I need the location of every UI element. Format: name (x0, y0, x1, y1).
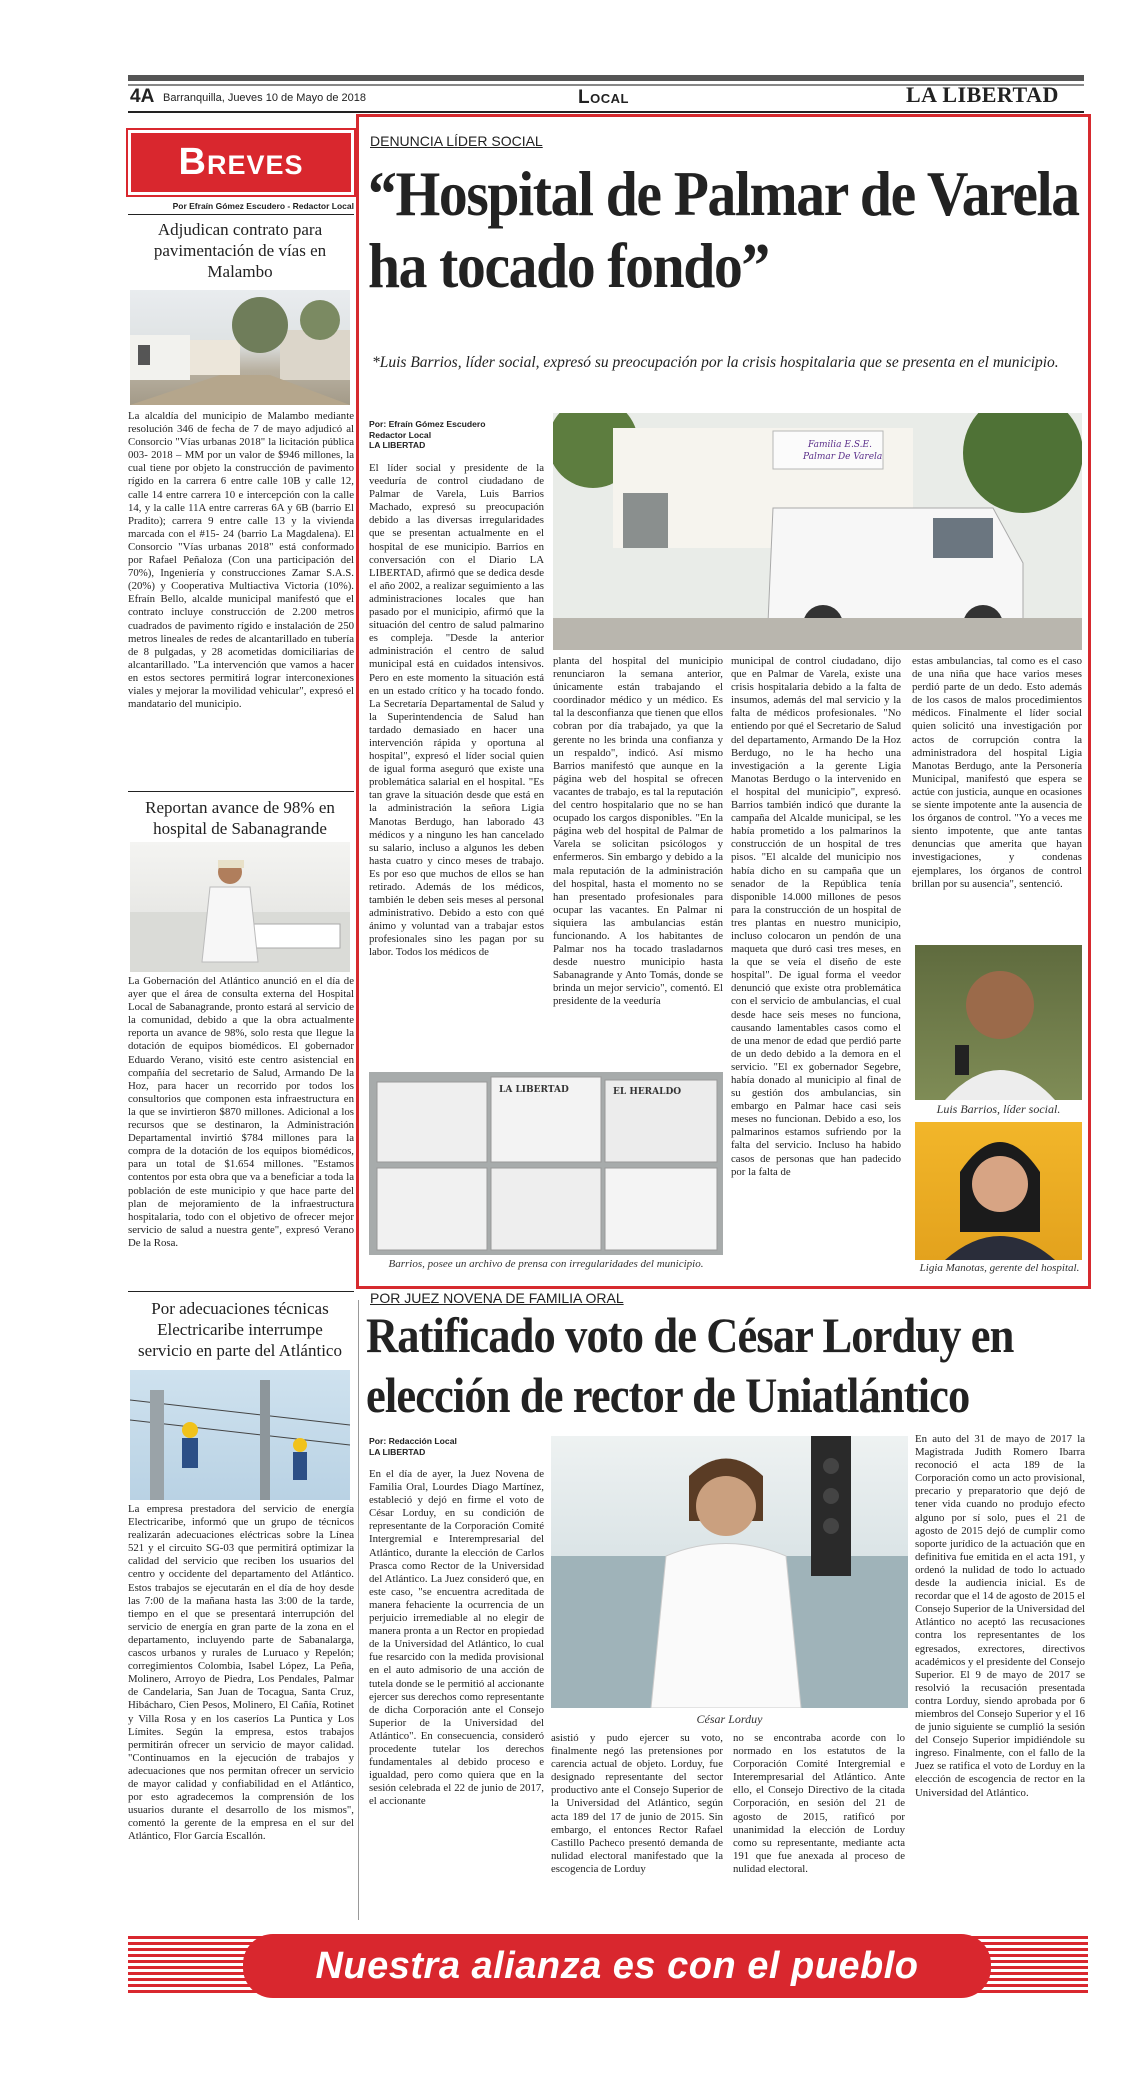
brief2-headline: Reportan avance de 98% en hospital de Sabanagrande (145, 798, 335, 838)
paper-masthead-2: EL HERALDO (613, 1087, 682, 1097)
page-number: 4A (130, 86, 155, 107)
brief-divider-1 (128, 791, 354, 792)
top-rule (128, 75, 1084, 81)
electricaribe-workers-photo (130, 1370, 350, 1500)
lorduy-caption: César Lorduy (696, 1712, 763, 1726)
newspaper-stack-graphic (369, 1072, 723, 1255)
brief2-text: La Gobernación del Atlántico anunció en el día de ayer que el área de consulta externa del Hospital Local de Sabanagrande, pronto estará al servicio de la comunidad, debido a que la obra actualmente reporta un avance de 98%, solo resta que llegue la dotación de equipos biomédicos. El gobernador Eduardo Verano, visitó este centro asistencial en compañía del secretario de Salud, Armando De la Hoz, para hacer un recorrido por todos los consultorios que componen esta infraestructura en la que se invirtieron $870 millones. Adicional a los recursos que se destinaron, la Administración Departamental invirtió $784 millones para la compra de la dotación de los equipos biomédicos, para un total de $1.654 millones. "Estamos contentos por esta obra que va a beneficiar a toda la población de este municipio y que hace parte del plan de mejoramiento de la infraestructura hospitalaria, todo con el objetivo de ofrecer mejor servicio de salud a nuestra gente", expresó Verano De la Rosa. (128, 975, 354, 1249)
section-name: Local (578, 87, 629, 108)
ligia-manotas-photo (915, 1122, 1082, 1260)
sign-line-1: Familia E.S.E. (808, 440, 872, 450)
main-deck: *Luis Barrios, líder social, expresó su preocupación por la crisis hospitalaria que se presenta en el municipio. (372, 354, 1059, 371)
breves-rule (128, 214, 354, 215)
second-byline-paper: LA LIBERTAD (369, 1446, 426, 1457)
second-col-2: asistió y pudo ejercer su voto, finalmente negó las pretensiones por carencia actual de objeto. Lorduy, fue designado representante del sector productivo ante el Consejo Superior de la Universidad del Atlántico, según acta 189 del 17 de junio de 2015. Sin embargo, el entonces Rector Rafael Castillo Pacheco presentó demanda de nulidad electoral manifestado que la escogencia de Lorduy (551, 1732, 723, 1875)
sabanagrande-hospital-photo (130, 842, 350, 972)
newspaper-archive-photo (369, 1072, 723, 1255)
header-bottom-rule (128, 111, 1084, 113)
power-line-work-graphic (130, 1370, 350, 1500)
manotas-portrait-graphic (915, 1122, 1082, 1260)
masthead: LA LIBERTAD (906, 82, 1059, 107)
main-byline-paper: LA LIBERTAD (369, 440, 426, 450)
malambo-street-photo (130, 290, 350, 405)
barrios-caption: Luis Barrios, líder social. (936, 1102, 1061, 1116)
brief1-headline: Adjudican contrato para pavimentación de vías en Malambo (153, 220, 327, 281)
brief1-text: La alcaldía del municipio de Malambo mediante resolución 346 de fecha de 7 de mayo adjudicó al Consorcio "Vías urbanas 2018" la licitación pública 003- 2018 – MM por un valor de $946 millones, la cual tiene por objeto la construcción de pavimento rígido en la carrera 6 entre calle 10B y calle 12, calle 14 entre carrera 10 e intercepción con la calle 14, y la calle 11A entre carreras 6A y 6B (barrio El Pradito); carrera 9 entre calle 13 y la vivienda marcada con el #15- 24 (barrio La Magdalena). El Consorcio "Vías urbanas 2018" está conformado por Rafael Peñaloza (Con una participación del 70%), Ingeniería y construcciones Zamar S.A.S. (20%) y Cooperativa Multiactiva Victoria (10%). Efraín Bello, alcalde municipal manifestó que el contrato incluye construcción de 2.200 metros cuadrados de pavimento rígido e instalación de 250 metros lineales de redes de alcantarillado en tubería de 8 pulgadas, y 28 acometidas domiciliarias de alcantarillado. "La intervención que vamos a hacer en estos sectores permitirá lograr interconexiones viales y mejorar la movilidad vehicular", expresó el mandatario del municipio. (128, 410, 354, 711)
brief-divider-2 (128, 1291, 354, 1292)
second-col-4: En auto del 31 de mayo de 2017 la Magistrada Judith Romero Ibarra reconoció el acta 189 de la Corporación como un acto provisional, precario y preparatorio que dejó de tener vida cuando no produjo efecto alguno por sí solo, pues el 21 de agosto de 2015 dejó de cumplir como soporte jurídico de la actuación que en definitiva fue emitida en el acta 191, y ordenó la nulidad de todo lo actuado desde la audiencia inicial. Es de recordar que el 14 de agosto de 2015 el Consejo Superior de la Universidad del Atlántico no aceptó las recusaciones contra los representantes de los egresados, exrectores, directivos académicos y el presidente del Consejo Superior. El 9 de mayo de 2017 se resolvió la recusación presentada contra Lorduy, siendo aprobada por 6 miembros del Consejo Superior y el 16 de junio siguiente se cumplió la sesión del Consejo Superior impidiéndole su ingreso. Finalmente, con el fallo de la Juez se ratifica el voto de Lorduy en la elección de escogencia de rector en la Universidad del Atlántico. (915, 1433, 1085, 1799)
breves-byline: Por Efraín Gómez Escudero - Redactor Local (172, 201, 354, 211)
second-col-3: no se encontraba acorde con lo normado en los estatutos de la Corporación Comité Intergremial e Interempresarial del Atlántico. Ante ello, el Consejo Directivo de la citada Corporación, en sesión del 21 de agosto de 2015, ratificó por unanimidad la elección de Lorduy como su representante, mediante acta 191 que fue anexada al proceso de nulidad electoral. (733, 1732, 905, 1875)
column-rule-left (358, 1300, 359, 1920)
brief3-text: La empresa prestadora del servicio de energía Electricaribe, informó que un grupo de técnicos realizarán adecuaciones eléctricas sobre la Línea 521 y el circuito SG-03 que permitirá optimizar la calidad del servicio que reciben los usuarios del centro y occidente del departamento del Atlántico. Estos trabajos se ejecutarán en el día de hoy desde las 7:00 de la mañana hasta las 3:00 de la tarde, tiempo en el que se presentará interrupción del servicio de energía en gran parte de la zona en el departamento, incluyendo parte de Sabanalarga, cascos urbanos y rurales de Luruaco y Repelón; corregimientos Colombia, Isabel López, La Peña, Molinero, Arroyo de Piedra, Los Pendales, Palmar de Candelaria, San Juan de Tocagua, Santa Cruz, Hibácharo, Cien Pesos, Molinero, El Cañía, Rotinet y Villa Rosa y en los caseríos La Puntica y Los Límites. Según la empresa, estos trabajos permitirán ofrecer un servicio de mayor calidad. "Continuamos en la ejecución de trabajos y adecuaciones que nos permitan ofrecer un servicio de mayor calidad y confiabilidad en el Atlántico, por esto agradecemos la comprensión de los usuarios durante el desarrollo de los mismos", comentó la gerente de la empresa en el sur del Atlántico, Flor García Escallón. (128, 1503, 354, 1843)
main-kicker: DENUNCIA LÍDER SOCIAL (370, 133, 543, 149)
footer-banner (243, 1934, 991, 1998)
main-col-1: El líder social y presidente de la veeduría de control ciudadano de Palmar de Varela, Luis Barrios Machado, expresó su preocupación debido a las diversas irregularidades que se presentan actualmente en el hospital de ese municipio. Barrios en conversación con el Diario LA LIBERTAD, afirmó que se dedica desde el año 2002, a realizar seguimiento a las administraciones locales que han pasado por el municipio, afirmó que la situación del centro de salud palmarino es compleja. "Desde la anterior administración el centro de salud municipal está en cuidados intensivos. Pero en este momento la situación está en un estado crítico y ha tocado fondo. La Secretaría Departamental de Salud y la Superintendencia de Salud han tardado demasiado en hacer una intervención rápida y oportuna al hospital", expresó el líder social quien de igual forma aseguró que existe una problemática salarial en el hospital. "Es tan grave la situación desde que está en la administración la señora Ligia Manotas Berdugo, han laborado 43 médicos y a ninguno les han cancelado su salario, incluso a algunos les deben hasta cuatro y cinco meses de trabajo. Es por eso que muchos de ellos se han retirado. Además de los médicos, también le deben seis meses al personal administrativo. Debido a esto con qué ánimo y voluntad van a trabajar estos profesionales sino les pagan por su labor. Todos los médicos de (369, 462, 544, 959)
second-kicker: POR JUEZ NOVENA DE FAMILIA ORAL (370, 1290, 624, 1306)
luis-barrios-photo (915, 945, 1082, 1100)
cesar-lorduy-photo (551, 1436, 908, 1708)
second-byline-author: Por: Redacción Local (369, 1436, 457, 1446)
second-byline (369, 1436, 544, 1457)
main-col-2: planta del hospital del municipio renunciaron la semana anterior, únicamente están trabajando el coordinador médico y un médico. Es tal la desconfianza que tienen que ellos cobran por día trabajado, ya que la gerente no les brinda una confianza y un respaldo", indicó. Así mismo Barrios manifestó que aunque en la página web del hospital se ofrecen vacantes de trabajo, es tal la reputación del centro hospitalario que no se han ocupado los cargos disponibles. "En la página web del hospital de Palmar de Varela se solicitan psicólogos y enfermeros. Sin embargo y debido a la mala reputación de la administración del hospital, hasta el momento no se han presentado profesionales para ocupar las vacantes. En Palmar ni siquiera las ambulancias están funcionando. A los habitantes de Palmar nos ha tocado trasladarnos desde nuestro municipio hasta Sabanagrande y Anto Tomás, donde se brinda un mejor servicio", comentó. El presidente de la veeduría (553, 655, 723, 1008)
barrios-portrait-graphic (915, 945, 1082, 1100)
main-byline-author: Por: Efraín Gómez Escudero (369, 419, 486, 429)
second-col-1: En el día de ayer, la Juez Novena de Familia Oral, Lourdes Diago Martínez, estableció y dejó en firme el voto de César Lorduy, en su condición de representante de la Corporación Comité Intergremial e Interempresarial del Atlántico, durante la elección de Carlos Prasca como Rector de la Universidad del Atlántico. La Juez consideró que, en este caso, "se encuentra acreditada de manera fehaciente la ocurrencia de un perjuicio irremediable al no elegir de manera pronta a un Rector en propiedad de la Universidad del Atlántico, lo cual fue resarcido con la medida provisional en el auto admisorio de una acción de tutela donde se le permitió al accionante ejercer sus derechos como representante de dicha Corporación ante el Consejo Superior de la Universidad del Atlántico". En consecuencia, consideró procedente tutelar los derechos fundamentales al debido proceso e igualdad, pero como quiera que en la sesión celebrada el 22 de junio de 2017, el accionante (369, 1468, 544, 1808)
manotas-caption: Ligia Manotas, gerente del hospital. (919, 1262, 1080, 1274)
main-col-3: municipal de control ciudadano, dijo que en Palmar de Varela, existe una crisis hospitalaria debido a la falta de insumos, además del mal servicio y la falta de médicos profesionales. "No entiendo por qué el Secretario de Salud del departamento, Armando De la Hoz Berdugo, no le ha hecho una investigación a la gerente Ligia Manotas Berdugo o la intervenido en el hospital del municipio", expresó. Barrios también indicó que durante la campaña del Alcalde municipal, se les había prometido a los palmarinos la construcción de un hospital de tres pisos. "El alcalde del municipio nos había dicho en su campaña que un senador de la República tenía disponible 14.000 millones de pesos para la construcción de un hospital de tres plantas en nuestro municipio, incluso colocaron un pendón de una maqueta que duró casi tres meses, en la que se veía el diseño de este hospital". De igual forma el veedor denunció que existe otra problemática con el servicio de ambulancias, el cual desde hace seis meses no funciona, causando lamentables casos como el de una menor de edad que perdió parte de un dedo debido a la demora en el servicio. "El ex gobernador Segebre, había donado al municipio al final de su gestión dos ambulancias, sin embargo en Palmar hace casi seis meses no funcionan. Debido a eso, los palmarinos estamos sufriendo por la falta del servicio. Incluso ha habido casos de personas que han padecido por la falta de (731, 655, 901, 1178)
street-scene-graphic (130, 290, 350, 405)
breves-banner (128, 130, 354, 195)
second-headline: Ratificado voto de César Lorduy en elección de rector de Uniatlántico (366, 1307, 1014, 1423)
lorduy-portrait-graphic (551, 1436, 908, 1708)
sign-line-2: Palmar De Varela (803, 452, 883, 462)
main-byline (369, 419, 544, 451)
hospital-visit-graphic (130, 842, 350, 972)
footer-slogan: Nuestra alianza es con el pueblo (315, 1945, 919, 1987)
dateline: Barranquilla, Jueves 10 de Mayo de 2018 (163, 92, 367, 104)
breves-title: Breves (178, 141, 304, 183)
main-headline: “Hospital de Palmar de Varela ha tocado fondo” (368, 158, 1079, 301)
hospital-building-graphic (553, 413, 1082, 650)
brief3-headline: Por adecuaciones técnicas Electricaribe interrumpe servicio en parte del Atlántico (138, 1299, 342, 1360)
main-byline-role: Redactor Local (369, 429, 432, 440)
newspaper-caption: Barrios, posee un archivo de prensa con irregularidades del municipio. (388, 1258, 704, 1270)
paper-masthead-1: LA LIBERTAD (499, 1085, 569, 1095)
main-col-4: estas ambulancias, tal como es el caso de una niña que hace varios meses perdió parte de un dedo. Esto además de los casos de malos procedimientos médicos. Finalmente el líder social quien solicitó una investigación por actos de corrupción contra la administradora del hospital Ligia Manotas Berdugo, ante la Personería Municipal, manifestó que espera se actúe con justicia, aunque en ocasiones se siente impotente ante la ausencia de los órganos de control. "Yo a veces me siento impotente, que ante tantas denuncias que amerita que hayan investigaciones, y condenas ejemplares, los órganos de control brillan por su ausencia", sentenció. (912, 655, 1082, 890)
hospital-ambulance-photo (553, 413, 1082, 650)
